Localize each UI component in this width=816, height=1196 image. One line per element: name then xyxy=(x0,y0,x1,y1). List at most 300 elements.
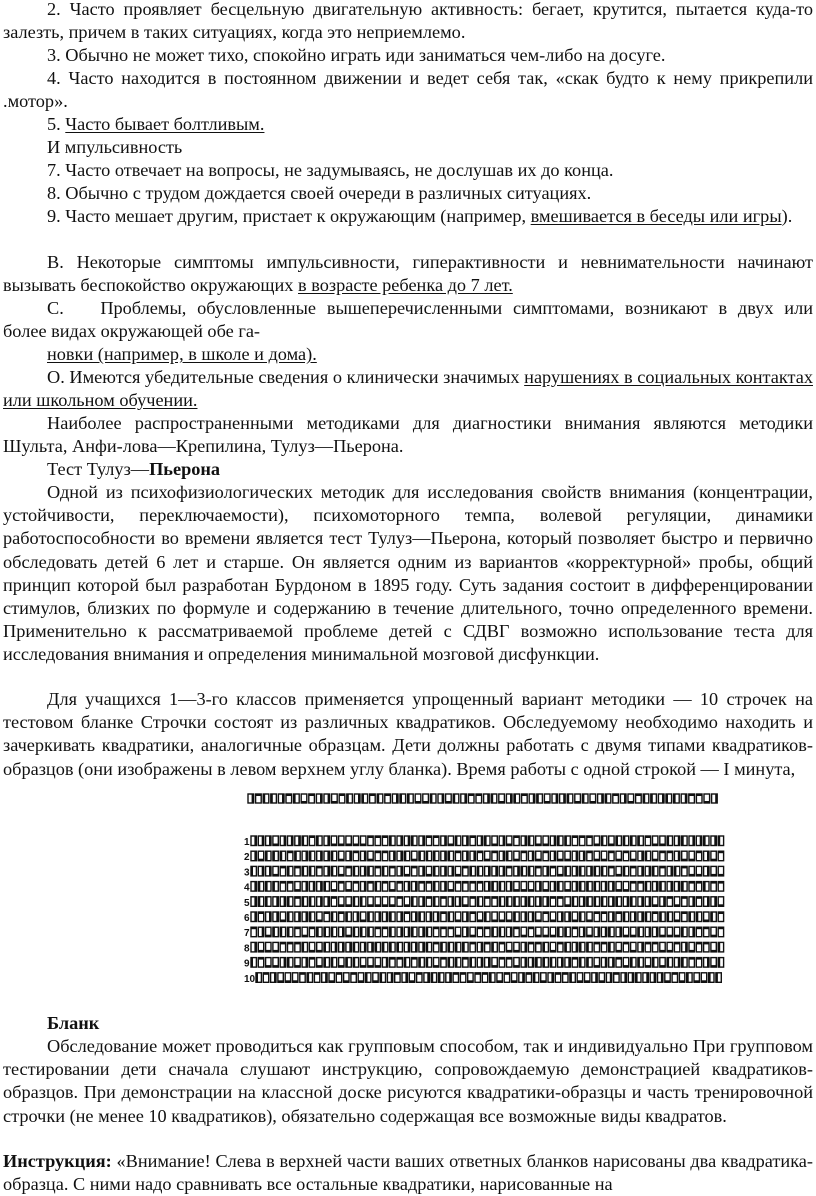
test-square xyxy=(565,912,570,922)
test-square xyxy=(660,897,665,907)
test-square xyxy=(288,927,293,937)
test-square xyxy=(543,897,548,907)
test-square xyxy=(682,942,687,952)
test-square xyxy=(295,836,300,846)
test-square xyxy=(295,942,300,952)
test-square xyxy=(616,942,621,952)
test-square xyxy=(404,836,409,846)
list-item-8: 8. Обычно с трудом дождается своей очереди в различных ситуациях. xyxy=(47,183,592,203)
test-square xyxy=(455,897,460,907)
test-square xyxy=(351,973,356,983)
test-square xyxy=(587,958,592,968)
test-square xyxy=(324,882,329,892)
sample-square xyxy=(446,794,452,803)
test-square xyxy=(609,866,614,876)
test-square xyxy=(580,927,585,937)
sample-square xyxy=(309,794,315,803)
test-square xyxy=(317,836,322,846)
test-square xyxy=(601,866,606,876)
test-square xyxy=(512,973,517,983)
row-number: 4 xyxy=(244,882,250,894)
sample-square xyxy=(537,794,543,803)
sample-square xyxy=(316,794,322,803)
test-square xyxy=(689,912,694,922)
test-square xyxy=(346,942,351,952)
instruction-paragraph: Инструкция: «Внимание! Слева в верхней части ваших ответных бланков нарисованы два квадратика-образца. С ними надо сравнивать все остальные квадратики, нарисованные на xyxy=(3,1151,813,1195)
test-square xyxy=(317,866,322,876)
sample-square xyxy=(453,794,459,803)
test-square xyxy=(339,851,344,861)
test-square xyxy=(368,897,373,907)
test-square xyxy=(609,927,614,937)
test-square xyxy=(514,897,519,907)
test-square xyxy=(448,912,453,922)
test-square xyxy=(419,866,424,876)
row-number: 3 xyxy=(244,867,250,879)
test-square xyxy=(309,897,314,907)
test-square xyxy=(638,897,643,907)
test-square xyxy=(689,927,694,937)
test-square xyxy=(307,973,312,983)
test-square xyxy=(382,882,387,892)
test-square xyxy=(660,866,665,876)
test-square xyxy=(653,897,658,907)
test-square xyxy=(645,897,650,907)
test-square xyxy=(382,836,387,846)
test-square xyxy=(412,866,417,876)
test-square xyxy=(382,912,387,922)
test-square xyxy=(521,897,526,907)
test-square xyxy=(317,942,322,952)
test-square xyxy=(251,927,256,937)
test-square xyxy=(477,851,482,861)
test-square xyxy=(426,912,431,922)
test-square xyxy=(404,897,409,907)
test-square xyxy=(390,958,395,968)
test-square xyxy=(485,927,490,937)
test-square xyxy=(441,927,446,937)
test-square xyxy=(550,836,555,846)
test-square xyxy=(339,912,344,922)
test-square xyxy=(580,942,585,952)
test-square xyxy=(704,836,709,846)
test-square xyxy=(667,897,672,907)
test-square xyxy=(455,958,460,968)
test-square xyxy=(492,897,497,907)
test-square xyxy=(609,836,614,846)
test-square xyxy=(631,836,636,846)
test-square xyxy=(499,882,504,892)
test-square xyxy=(448,882,453,892)
test-square xyxy=(689,851,694,861)
test-square xyxy=(711,851,716,861)
test-square xyxy=(653,882,658,892)
test-square xyxy=(682,866,687,876)
test-square xyxy=(346,912,351,922)
test-square xyxy=(419,912,424,922)
test-square xyxy=(667,851,672,861)
test-blank-figure xyxy=(242,790,734,992)
test-square xyxy=(594,958,599,968)
test-square xyxy=(572,882,577,892)
test-square xyxy=(541,973,546,983)
test-square xyxy=(353,836,358,846)
test-square xyxy=(645,866,650,876)
test-square xyxy=(302,851,307,861)
test-square xyxy=(419,836,424,846)
test-square xyxy=(412,958,417,968)
test-square xyxy=(660,942,665,952)
test-square xyxy=(631,912,636,922)
test-square xyxy=(623,958,628,968)
test-square xyxy=(397,958,402,968)
sample-square xyxy=(666,794,672,803)
test-square xyxy=(455,836,460,846)
test-square xyxy=(455,851,460,861)
test-square xyxy=(660,912,665,922)
test-square xyxy=(346,927,351,937)
test-square xyxy=(397,866,402,876)
test-square xyxy=(565,942,570,952)
test-square xyxy=(492,927,497,937)
test-square xyxy=(674,851,679,861)
test-square xyxy=(390,912,395,922)
test-square xyxy=(409,973,414,983)
test-square xyxy=(477,866,482,876)
test-square xyxy=(251,958,256,968)
test-square xyxy=(412,942,417,952)
grid-rows xyxy=(244,836,724,985)
test-square xyxy=(470,958,475,968)
blank-row xyxy=(244,897,724,909)
test-square xyxy=(266,927,271,937)
sample-square xyxy=(370,794,376,803)
test-square xyxy=(361,927,366,937)
impulsivity-heading: И мпульсивность xyxy=(47,137,183,157)
paragraph-toulouse-pieron: Одной из психофизиологических методик для исследования свойств внимания (концентрации, устойчивости, переключаемости), психомоторного темпа, волевой регуляции, динамики работоспособности во времени является тест Тулуз—Пьерона, который позволяет быстро и первично обследовать детей 6 лет и старше. Он является одним из вариантов «корректурной» пробы, общий принцип которой был разработан Бурдоном в 1895 году. Суть задания состоит в дифференцировании стимулов, близких по формуле и содержанию в течение длительного, точно определенного времени. Применительно к рассматриваемой проблеме детей с СДВГ возможно использование теста для исследования внимания и определения минимальной мозговой дисфункции. xyxy=(3,482,813,665)
test-square xyxy=(317,897,322,907)
test-square xyxy=(704,882,709,892)
test-square xyxy=(426,836,431,846)
test-square xyxy=(565,897,570,907)
criterion-c: С. Проблемы, обусловленные вышеперечисленными симптомами, возникают в двух или более видах окружающей обе га- xyxy=(3,298,813,342)
test-square xyxy=(694,973,699,983)
test-square xyxy=(368,836,373,846)
test-square xyxy=(528,942,533,952)
test-square xyxy=(638,866,643,876)
test-square xyxy=(280,958,285,968)
test-square xyxy=(331,958,336,968)
test-square xyxy=(387,973,392,983)
test-square xyxy=(667,912,672,922)
test-square xyxy=(499,958,504,968)
test-square xyxy=(353,958,358,968)
test-square xyxy=(434,866,439,876)
test-square xyxy=(361,882,366,892)
test-square xyxy=(667,942,672,952)
test-square xyxy=(324,912,329,922)
test-square xyxy=(623,927,628,937)
test-square xyxy=(419,927,424,937)
test-square xyxy=(682,912,687,922)
test-square xyxy=(701,973,706,983)
test-square xyxy=(382,927,387,937)
test-square xyxy=(499,836,504,846)
test-square xyxy=(563,973,568,983)
test-square xyxy=(382,958,387,968)
test-square xyxy=(426,851,431,861)
test-square xyxy=(375,912,380,922)
test-square xyxy=(288,897,293,907)
test-square xyxy=(331,912,336,922)
test-square xyxy=(665,973,670,983)
test-square xyxy=(572,897,577,907)
test-square xyxy=(404,958,409,968)
test-square xyxy=(302,942,307,952)
test-square xyxy=(580,882,585,892)
test-square xyxy=(709,973,714,983)
test-square xyxy=(482,973,487,983)
test-square xyxy=(309,851,314,861)
sample-square xyxy=(567,794,573,803)
sample-square xyxy=(332,794,338,803)
test-square xyxy=(565,866,570,876)
test-square xyxy=(373,973,378,983)
test-square xyxy=(572,866,577,876)
test-square xyxy=(594,866,599,876)
test-square xyxy=(492,882,497,892)
test-square xyxy=(331,836,336,846)
test-square xyxy=(251,942,256,952)
test-square xyxy=(492,942,497,952)
test-square xyxy=(439,973,444,983)
blank-row xyxy=(244,866,724,878)
test-square xyxy=(412,851,417,861)
test-square xyxy=(419,958,424,968)
test-square xyxy=(317,912,322,922)
test-blank-image xyxy=(242,790,734,992)
test-square xyxy=(353,882,358,892)
test-square xyxy=(536,882,541,892)
test-square xyxy=(441,836,446,846)
test-square xyxy=(682,897,687,907)
test-square xyxy=(550,942,555,952)
test-square xyxy=(251,882,256,892)
test-square xyxy=(390,866,395,876)
blank-row xyxy=(244,836,724,848)
sample-square xyxy=(347,794,353,803)
blank-row xyxy=(244,958,724,970)
test-square xyxy=(302,912,307,922)
test-square xyxy=(485,897,490,907)
test-square xyxy=(623,866,628,876)
test-square xyxy=(300,973,305,983)
test-square xyxy=(631,882,636,892)
test-square xyxy=(550,927,555,937)
test-square xyxy=(278,973,283,983)
test-square xyxy=(324,958,329,968)
test-square xyxy=(309,942,314,952)
test-square xyxy=(631,897,636,907)
test-square xyxy=(446,973,451,983)
sample-square xyxy=(628,794,634,803)
sample-square xyxy=(324,794,330,803)
test-square xyxy=(382,942,387,952)
test-square xyxy=(550,912,555,922)
test-square xyxy=(434,882,439,892)
test-square xyxy=(580,851,585,861)
test-square xyxy=(504,973,509,983)
test-square xyxy=(543,912,548,922)
test-square xyxy=(543,942,548,952)
test-square xyxy=(266,897,271,907)
test-square xyxy=(601,897,606,907)
test-square xyxy=(346,866,351,876)
test-square xyxy=(434,912,439,922)
test-square xyxy=(251,912,256,922)
test-square xyxy=(317,882,322,892)
test-square xyxy=(426,958,431,968)
test-square xyxy=(256,973,261,983)
sample-square xyxy=(476,794,482,803)
test-square xyxy=(485,958,490,968)
test-square xyxy=(594,897,599,907)
test-square xyxy=(280,851,285,861)
test-square xyxy=(587,851,592,861)
test-square xyxy=(638,927,643,937)
test-square xyxy=(258,912,263,922)
test-square xyxy=(514,851,519,861)
blank-row xyxy=(244,851,724,863)
test-square xyxy=(623,851,628,861)
test-square xyxy=(653,851,658,861)
test-square xyxy=(587,942,592,952)
test-square xyxy=(302,866,307,876)
sample-square xyxy=(704,794,710,803)
test-square xyxy=(324,836,329,846)
test-square xyxy=(361,958,366,968)
test-square xyxy=(463,851,468,861)
test-square xyxy=(302,882,307,892)
sample-square xyxy=(491,794,497,803)
test-square xyxy=(653,958,658,968)
sample-square xyxy=(643,794,649,803)
test-square xyxy=(682,927,687,937)
test-square xyxy=(638,836,643,846)
test-square xyxy=(455,912,460,922)
test-square xyxy=(601,958,606,968)
test-square xyxy=(412,927,417,937)
test-square xyxy=(339,942,344,952)
test-square xyxy=(339,836,344,846)
sample-square xyxy=(689,794,695,803)
test-square xyxy=(558,927,563,937)
test-square xyxy=(295,882,300,892)
test-square xyxy=(572,836,577,846)
test-square xyxy=(448,958,453,968)
test-square xyxy=(521,927,526,937)
test-square xyxy=(280,866,285,876)
test-square xyxy=(558,851,563,861)
test-square xyxy=(507,958,512,968)
test-square xyxy=(601,942,606,952)
test-square xyxy=(441,866,446,876)
test-square xyxy=(718,897,723,907)
test-square xyxy=(674,882,679,892)
test-square xyxy=(339,958,344,968)
test-square xyxy=(434,942,439,952)
test-square xyxy=(687,973,692,983)
test-square xyxy=(631,851,636,861)
test-square xyxy=(404,942,409,952)
test-square xyxy=(431,973,436,983)
test-square xyxy=(375,942,380,952)
sample-square xyxy=(294,794,300,803)
test-square xyxy=(645,836,650,846)
test-square xyxy=(558,882,563,892)
test-square xyxy=(273,927,278,937)
test-square xyxy=(258,942,263,952)
test-square xyxy=(704,851,709,861)
sample-square xyxy=(362,794,368,803)
test-square xyxy=(477,836,482,846)
test-square xyxy=(536,851,541,861)
test-square xyxy=(623,942,628,952)
test-square xyxy=(609,851,614,861)
list-item-9: 9. Часто мешает другим, пристает к окружающим (например, вмешивается в беседы или игры). xyxy=(47,206,793,226)
test-square xyxy=(434,958,439,968)
test-square xyxy=(353,927,358,937)
test-square xyxy=(302,927,307,937)
test-square xyxy=(404,927,409,937)
test-square xyxy=(251,866,256,876)
test-square xyxy=(266,866,271,876)
test-square xyxy=(718,851,723,861)
test-square xyxy=(550,851,555,861)
test-square xyxy=(280,897,285,907)
test-square xyxy=(609,912,614,922)
test-square xyxy=(339,897,344,907)
test-square xyxy=(441,912,446,922)
test-square xyxy=(704,897,709,907)
test-square xyxy=(616,836,621,846)
test-square xyxy=(368,958,373,968)
test-square xyxy=(507,942,512,952)
test-square xyxy=(616,912,621,922)
test-square xyxy=(536,912,541,922)
test-square xyxy=(533,973,538,983)
row-number: 9 xyxy=(244,958,250,970)
test-square xyxy=(587,836,592,846)
test-square xyxy=(528,836,533,846)
test-square xyxy=(463,942,468,952)
test-square xyxy=(470,851,475,861)
test-square xyxy=(550,958,555,968)
list-item-7: 7. Часто отвечает на вопросы, не задумываясь, не дослушав их до конца. xyxy=(47,160,614,180)
sample-square xyxy=(278,794,284,803)
test-square xyxy=(426,866,431,876)
sample-square xyxy=(392,794,398,803)
test-square xyxy=(375,851,380,861)
test-square xyxy=(497,973,502,983)
test-square xyxy=(397,851,402,861)
test-square xyxy=(550,897,555,907)
test-square xyxy=(631,927,636,937)
test-square xyxy=(609,882,614,892)
test-square xyxy=(580,836,585,846)
test-square xyxy=(653,927,658,937)
test-square xyxy=(404,882,409,892)
